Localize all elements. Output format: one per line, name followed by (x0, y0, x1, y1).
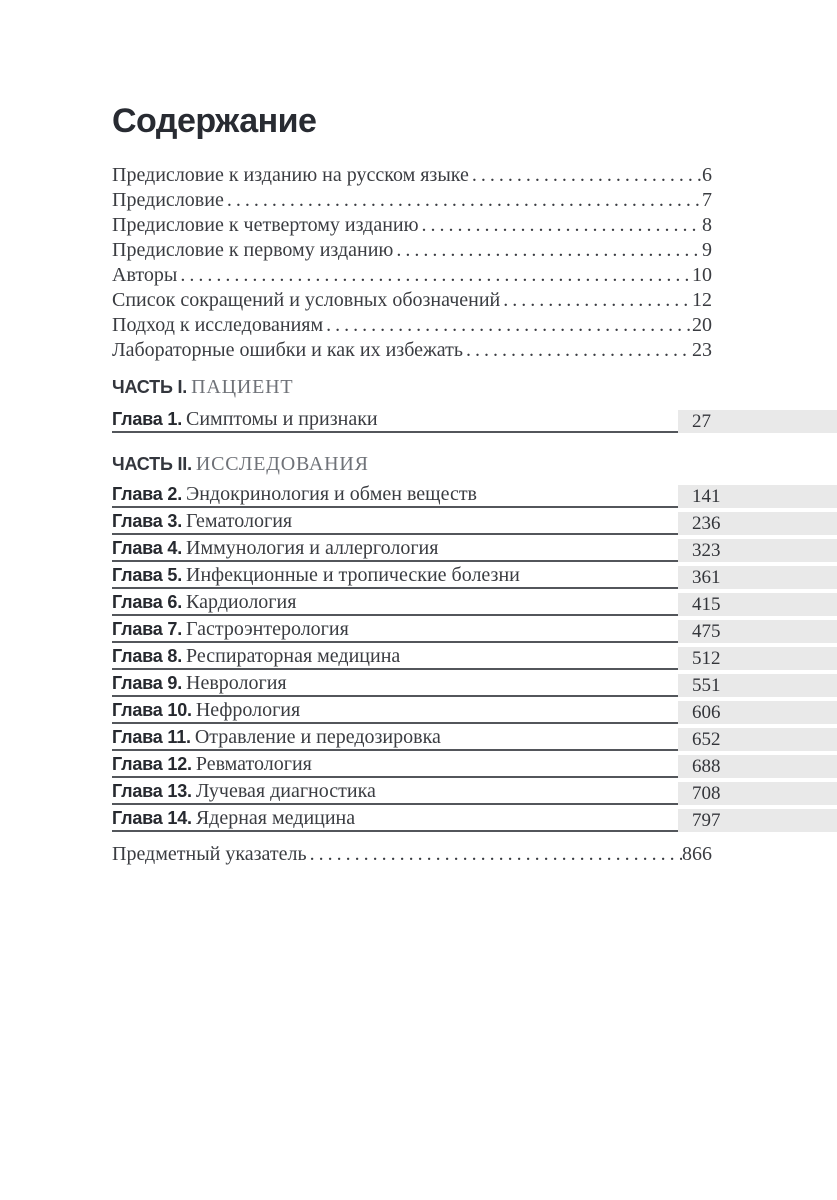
toc-entry-title: Список сокращений и условных обозначений (112, 289, 501, 311)
toc-entry-title: Предисловие (112, 189, 224, 211)
front-matter-list (112, 163, 712, 363)
chapter-title: Иммунология и аллергология (186, 537, 439, 559)
chapter-label: Глава 6. (112, 592, 183, 612)
toc-entry-title: Предметный указатель (112, 843, 307, 865)
chapter-page-box (678, 539, 837, 562)
chapter-page-box (678, 410, 837, 433)
chapter-title: Респираторная медицина (186, 645, 401, 667)
toc-entry (112, 238, 712, 263)
part-name: ПАЦИЕНТ (191, 376, 294, 398)
chapter-title: Лучевая диагностика (195, 780, 376, 802)
toc-entry-index (112, 842, 712, 867)
chapter-text (112, 535, 678, 560)
toc-entry (112, 213, 712, 238)
toc-chapter-row (112, 643, 837, 670)
toc-entry-title: Подход к исследованиям (112, 314, 324, 336)
toc-entry-page: 6 (702, 164, 712, 186)
chapter-title: Симптомы и признаки (186, 408, 378, 430)
toc-chapter-row (112, 589, 837, 616)
chapter-label: Глава 14. (112, 808, 192, 828)
toc-chapter-row (112, 778, 837, 805)
chapter-page: 141 (692, 486, 721, 507)
dot-leader (326, 313, 692, 338)
toc-entry (112, 263, 712, 288)
part-label: ЧАСТЬ II. (112, 454, 192, 474)
toc-entry-page: 866 (682, 843, 712, 865)
chapter-title: Неврология (186, 672, 287, 694)
toc-chapter-row (112, 697, 837, 724)
toc-entry-title: Авторы (112, 264, 178, 286)
toc-entry-title: Предисловие к изданию на русском языке (112, 164, 469, 186)
toc-chapter-row (112, 805, 837, 832)
toc-entry-page: 8 (702, 214, 712, 236)
chapter-page-box (678, 485, 837, 508)
chapter-text (112, 670, 678, 695)
chapter-label: Глава 12. (112, 754, 192, 774)
chapter-text (112, 562, 678, 587)
toc-entry (112, 288, 712, 313)
chapter-page-box (678, 647, 837, 670)
chapter-page-box (678, 809, 837, 832)
part-heading-2 (112, 454, 837, 476)
toc-chapter-row (112, 670, 837, 697)
toc-entry-title: Лабораторные ошибки и как их избежать (112, 339, 464, 361)
toc-entry-page: 20 (692, 314, 712, 336)
chapter-text (112, 697, 678, 722)
toc-entry-title: Предисловие к первому изданию (112, 239, 394, 261)
toc-chapter-row (112, 751, 837, 778)
toc-entry (112, 338, 712, 363)
dot-leader (466, 338, 692, 363)
chapter-page-box (678, 566, 837, 589)
chapter-text (112, 616, 678, 641)
chapter-text (112, 805, 678, 830)
chapter-page-box (678, 782, 837, 805)
chapter-text (112, 481, 678, 506)
dot-leader (396, 238, 702, 263)
chapter-label: Глава 2. (112, 484, 183, 504)
dot-leader (503, 288, 692, 313)
toc-chapter-row (112, 481, 837, 508)
chapter-title: Нефрология (195, 699, 301, 721)
toc-entry-page: 10 (692, 264, 712, 286)
toc-entry-page: 7 (702, 189, 712, 211)
chapter-label: Глава 11. (112, 727, 191, 747)
dot-leader (227, 188, 702, 213)
chapter-title: Ревматология (195, 753, 312, 775)
chapter-page: 236 (692, 513, 721, 534)
toc-chapter-row (112, 406, 837, 433)
part-name: ИССЛЕДОВАНИЯ (195, 453, 369, 475)
chapter-label: Глава 8. (112, 646, 183, 666)
toc-chapter-row (112, 508, 837, 535)
dot-leader (472, 163, 702, 188)
chapter-page: 415 (692, 594, 721, 615)
chapter-text (112, 778, 678, 803)
chapter-page-box (678, 701, 837, 724)
chapter-label: Глава 4. (112, 538, 183, 558)
toc-entry (112, 188, 712, 213)
chapter-label: Глава 13. (112, 781, 192, 801)
chapter-title: Эндокринология и обмен веществ (186, 483, 478, 505)
chapter-label: Глава 3. (112, 511, 183, 531)
chapter-page: 708 (692, 783, 721, 804)
chapter-page-box (678, 593, 837, 616)
chapter-label: Глава 10. (112, 700, 192, 720)
chapter-label: Глава 7. (112, 619, 183, 639)
index-section (112, 842, 712, 867)
chapter-page: 323 (692, 540, 721, 561)
page-title: Содержание (112, 102, 317, 140)
dot-leader (310, 842, 682, 867)
chapter-title: Гастроэнтерология (186, 618, 349, 640)
chapter-text (112, 508, 678, 533)
chapter-text (112, 406, 678, 431)
chapter-page: 606 (692, 702, 721, 723)
chapter-title: Инфекционные и тропические болезни (186, 564, 520, 586)
chapter-page-box (678, 674, 837, 697)
toc-entry-page: 9 (702, 239, 712, 261)
chapter-title: Гематология (186, 510, 293, 532)
chapter-page-box (678, 620, 837, 643)
dot-leader (180, 263, 692, 288)
toc-entry (112, 163, 712, 188)
toc-entry-page: 23 (692, 339, 712, 361)
chapter-page: 688 (692, 756, 721, 777)
chapter-page: 512 (692, 648, 721, 669)
chapter-label: Глава 5. (112, 565, 183, 585)
chapter-title: Отравление и передозировка (194, 726, 441, 748)
part-heading-1 (112, 377, 837, 399)
chapter-page: 27 (692, 411, 711, 432)
chapter-page: 475 (692, 621, 721, 642)
chapter-page: 361 (692, 567, 721, 588)
dot-leader (422, 213, 702, 238)
toc-chapter-row (112, 535, 837, 562)
part-label: ЧАСТЬ I. (112, 377, 188, 397)
chapter-page-box (678, 728, 837, 751)
toc-entry-page: 12 (692, 289, 712, 311)
part-1-chapters (112, 406, 837, 433)
chapter-label: Глава 1. (112, 409, 183, 429)
toc-chapter-row (112, 724, 837, 751)
chapter-page-box (678, 512, 837, 535)
chapter-text (112, 751, 678, 776)
toc-entry-title: Предисловие к четвертому изданию (112, 214, 419, 236)
chapter-text (112, 643, 678, 668)
toc-chapter-row (112, 616, 837, 643)
chapter-page: 551 (692, 675, 721, 696)
chapter-page: 797 (692, 810, 721, 831)
chapter-title: Кардиология (186, 591, 297, 613)
chapter-page-box (678, 755, 837, 778)
toc-chapter-row (112, 562, 837, 589)
chapter-text (112, 589, 678, 614)
toc-entry (112, 313, 712, 338)
chapter-title: Ядерная медицина (195, 807, 356, 829)
chapter-page: 652 (692, 729, 721, 750)
chapter-label: Глава 9. (112, 673, 183, 693)
chapter-text (112, 724, 678, 749)
part-2-chapters (112, 481, 837, 832)
